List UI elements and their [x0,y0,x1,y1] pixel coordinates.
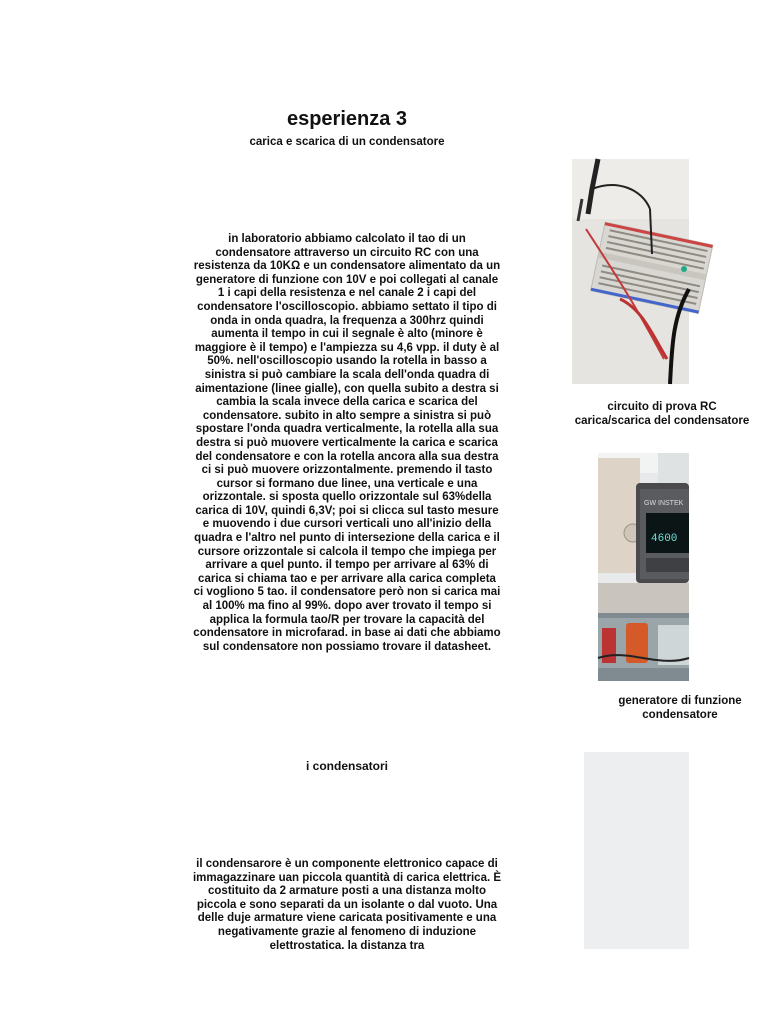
figure-2-caption-line1: generatore di funzione [618,695,742,707]
generator-display-reading: 4600 [651,533,678,545]
figure-1-caption-line2: carica/scarica del condensatore [574,415,750,427]
capacitor-photo [584,752,689,949]
page-subtitle: carica e scarica di un condensatore [249,136,445,148]
svg-text:GW INSTEK: GW INSTEK [644,500,684,507]
figure-2-caption [580,694,780,722]
breadboard-photo [572,159,689,384]
body-paragraph-capacitors: il condensarore è un componente elettronico capace di immagazzinare uan piccola quantità di carica elettrica. È costituito da 2 armature posti a una distanza molto piccola e sono separati da un isolante o dal vuoto. Una delle duje armature viene caricata positivamente e una negativamente grazie al fenomeno di induzione elettrostatica. la distanza tra [192,858,502,952]
page-title: esperienza 3 [286,108,408,130]
body-paragraph-lab: in laboratorio abbiamo calcolato il tao di un condensatore attraverso un circuito RC con una resistenza da 10KΩ e un condensatore alimentato da un generatore di funzione con 10V e poi collegati al canale 1 i capi della resistenza e nel canale 2 i capi del condensatore l'oscilloscopio. abbiamo settato il tipo di onda in onda quadra, la frequenza a 300hrz quindi aumenta il tempo in cui il segnale è alto (minore è maggiore è il tempo) e l'ampiezza su 4,6 vpp. il duty è al 50%. nell'oscilloscopio usando la rotella in basso a sinistra si può cambiare la scala dell'onda quadra di aimentazione (linee gialle), con quella subito a destra si cambia la scala invece della carica e scarica del condensatore. subito in alto sempre a sinistra si può spostare l'onda quadra verticalmente, la rotella alla sua destra si può muovere verticalmente la carica e scarica del condensatore e con la rotella ancora alla sua destra ci si può muovere orizzontalmente. premendo il tasto cursor si formano due linee, una verticale e una orizzontale. si sposta quello orizzontale sul 63%della carica di 10V, quindi 6,3V; poi si clicca sul tasto mesure e muovendo i due cursori verticali uno all'inizio della quadra e l'altro nel punto di intersezione della carica e il cursore orizzontale si calcola il tempo che impiega per arrivare a quel punto. il tempo per arrivare al 63% di carica si chiama tao e per arrivare alla carica completa ci vogliono 5 tao. il condensatore però non si carica mai al 100% ma fino al 99%. dopo aver trovato il tempo si applica la formula tao/R per trovare la capacità del condensatore in microfarad. in base ai dati che abbiamo sul condensatore non possiamo trovare il datasheet. [193,233,501,653]
section-title: i condensatori [305,759,388,773]
figure-1-caption-line1: circuito di prova RC [607,401,717,413]
figure-1-caption [562,400,762,428]
function-generator-photo [598,453,689,681]
figure-2-caption-line2: condensatore [642,709,718,721]
